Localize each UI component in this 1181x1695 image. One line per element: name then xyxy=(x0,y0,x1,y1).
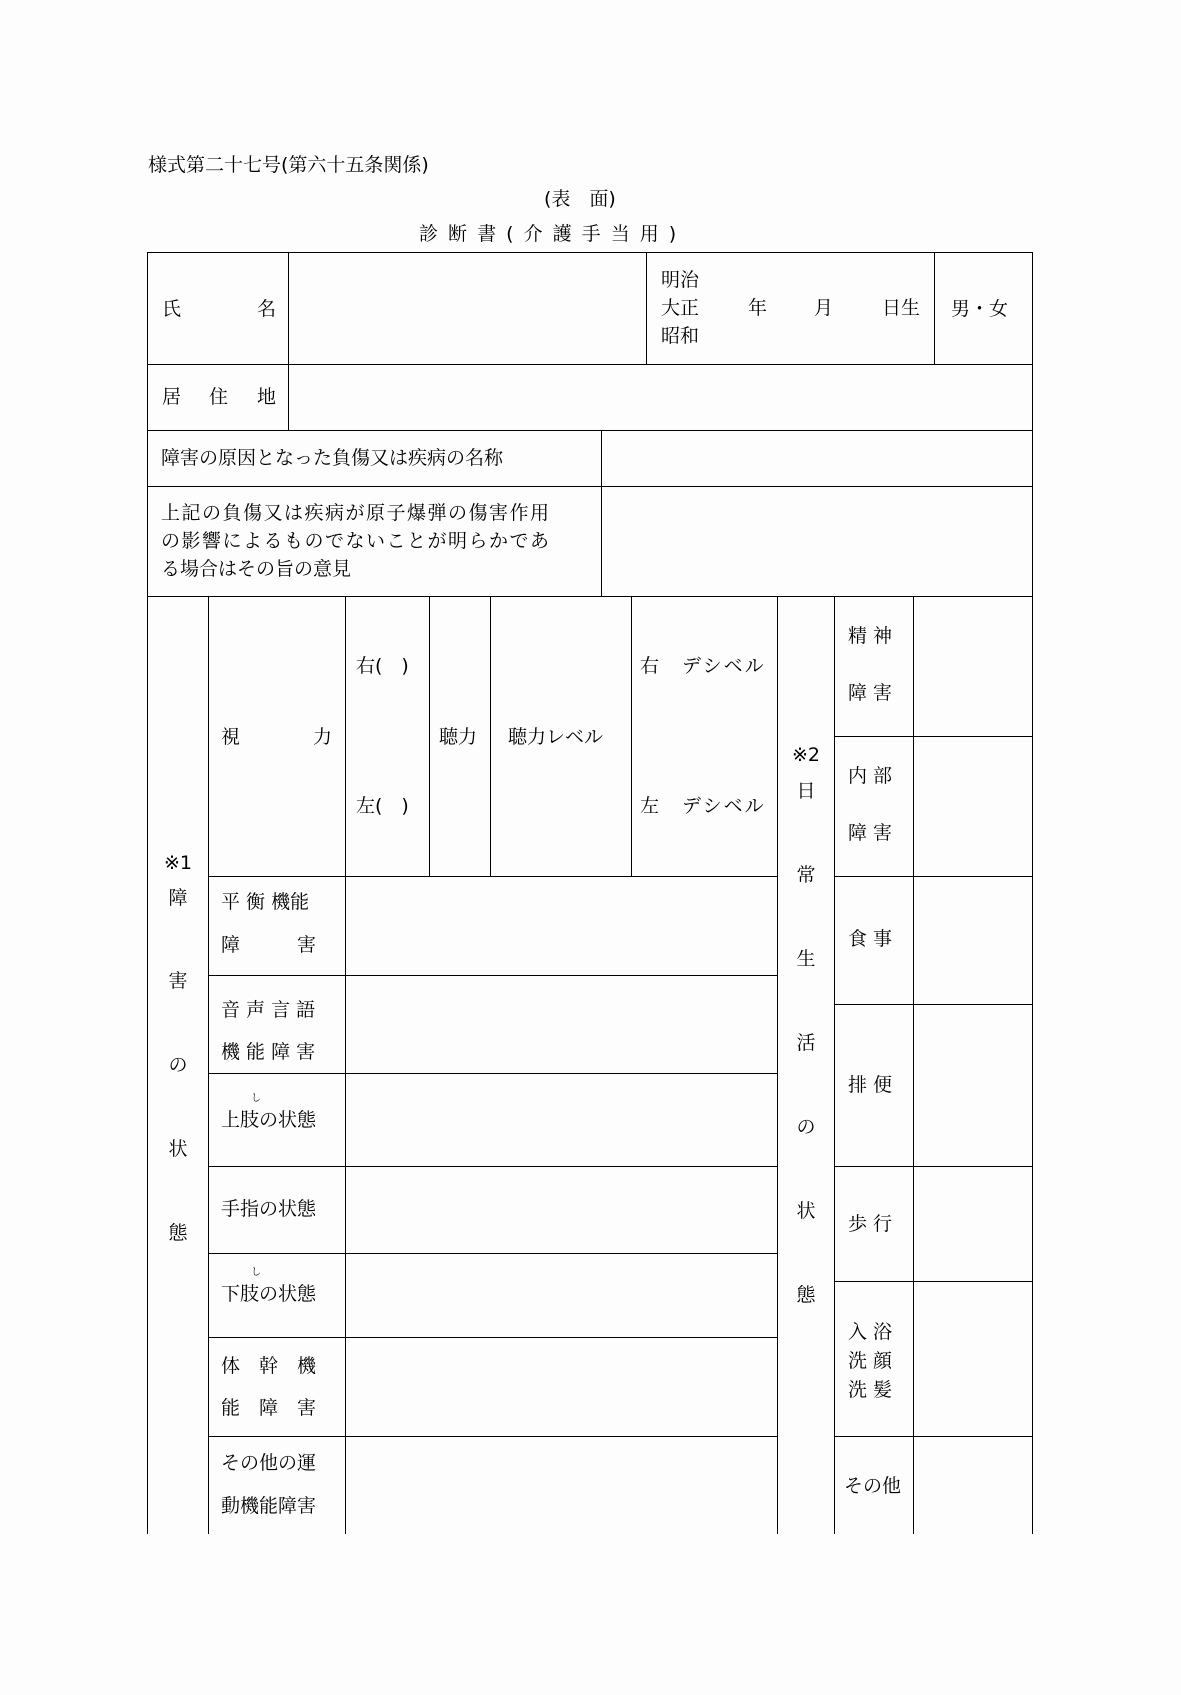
upper-limb-label: 上肢の状態 xyxy=(221,1109,317,1131)
bathing-label-line2: 洗 顔 xyxy=(848,1350,893,1372)
hearing-label: 聴力 xyxy=(439,726,478,748)
name-label-1: 氏 xyxy=(162,298,182,320)
name-field[interactable] xyxy=(290,254,645,363)
trunk-label-line2: 能 障 害 xyxy=(221,1397,317,1419)
excretion-label: 排 便 xyxy=(848,1074,893,1096)
other-motor-label-line2: 動機能障害 xyxy=(221,1495,317,1517)
disease-name-field[interactable] xyxy=(603,432,1031,485)
mental-label-line2: 障 害 xyxy=(848,682,893,704)
disease-name-label: 障害の原因となった負傷又は疾病の名称 xyxy=(161,447,504,469)
hearing-level-label: 聴力レベル xyxy=(508,726,604,748)
birth-month-label: 月 xyxy=(814,297,834,319)
era-taisho[interactable]: 大正 xyxy=(661,297,700,319)
address-label-3: 地 xyxy=(257,386,277,408)
fingers-field[interactable] xyxy=(347,1168,776,1252)
birth-year-label: 年 xyxy=(748,297,768,319)
name-label-2: 名 xyxy=(257,298,277,320)
other-motor-field[interactable] xyxy=(347,1438,776,1533)
trunk-field[interactable] xyxy=(347,1339,776,1435)
lower-limb-ruby: し xyxy=(251,1267,261,1278)
trunk-label-line1: 体 幹 機 xyxy=(221,1355,317,1377)
internal-field[interactable] xyxy=(915,738,1031,875)
upper-limb-ruby: し xyxy=(251,1093,261,1104)
era-meiji[interactable]: 明治 xyxy=(661,269,700,291)
era-showa[interactable]: 昭和 xyxy=(661,325,700,347)
speech-label-line2: 機 能 障 害 xyxy=(221,1041,316,1063)
internal-label-line1: 内 部 xyxy=(848,765,893,787)
bathing-label-line1: 入 浴 xyxy=(848,1321,893,1343)
vision-label-1: 視 xyxy=(221,726,241,748)
address-field[interactable] xyxy=(290,366,1031,429)
walking-field[interactable] xyxy=(915,1168,1031,1280)
meals-field[interactable] xyxy=(915,878,1031,1003)
speech-label-line1: 音 声 言 語 xyxy=(221,999,316,1021)
lower-limb-field[interactable] xyxy=(347,1255,776,1336)
balance-field[interactable] xyxy=(347,878,776,974)
opinion-label-line3: る場合はその旨の意見 xyxy=(161,558,352,580)
bathing-field[interactable] xyxy=(915,1283,1031,1435)
address-label-2: 住 xyxy=(209,386,229,408)
opinion-field[interactable] xyxy=(603,488,1031,595)
balance-label-line1: 平 衡 機能 xyxy=(221,891,310,913)
form-side: (表 面) xyxy=(544,188,616,210)
fingers-label: 手指の状態 xyxy=(221,1198,317,1220)
birth-day-label: 日生 xyxy=(882,297,921,319)
upper-limb-field[interactable] xyxy=(347,1075,776,1165)
other-daily-field[interactable] xyxy=(915,1438,1031,1533)
vision-label-2: 力 xyxy=(313,726,333,748)
opinion-label-line2: の影響によるものでないことが明らかであ xyxy=(161,530,551,552)
bathing-label-line3: 洗 髪 xyxy=(848,1379,893,1401)
mental-label-line1: 精 神 xyxy=(848,625,893,647)
address-label-1: 居 xyxy=(162,386,182,408)
walking-label: 歩 行 xyxy=(848,1213,893,1235)
other-daily-label: その他 xyxy=(844,1475,902,1497)
mental-field[interactable] xyxy=(915,598,1031,735)
excretion-field[interactable] xyxy=(915,1006,1031,1165)
meals-label: 食 事 xyxy=(848,928,893,950)
hearing-left-db-field[interactable]: 左 デシベル xyxy=(640,795,766,817)
balance-label-line2: 障 害 xyxy=(221,934,317,956)
internal-label-line2: 障 害 xyxy=(848,822,893,844)
vision-right-field[interactable]: 右( ) xyxy=(356,655,409,677)
lower-limb-label: 下肢の状態 xyxy=(221,1283,317,1305)
opinion-label-line1: 上記の負傷又は疾病が原子爆弾の傷害作用 xyxy=(161,502,551,524)
speech-field[interactable] xyxy=(347,977,776,1072)
other-motor-label-line1: その他の運 xyxy=(221,1452,317,1474)
hearing-right-db-field[interactable]: 右 デシベル xyxy=(640,655,766,677)
gender-select[interactable]: 男・女 xyxy=(951,298,1009,320)
form-number: 様式第二十七号(第六十五条関係) xyxy=(148,154,429,176)
vision-left-field[interactable]: 左( ) xyxy=(356,795,409,817)
form-title: 診 断 書 ( 介 護 手 当 用 ) xyxy=(419,223,679,245)
